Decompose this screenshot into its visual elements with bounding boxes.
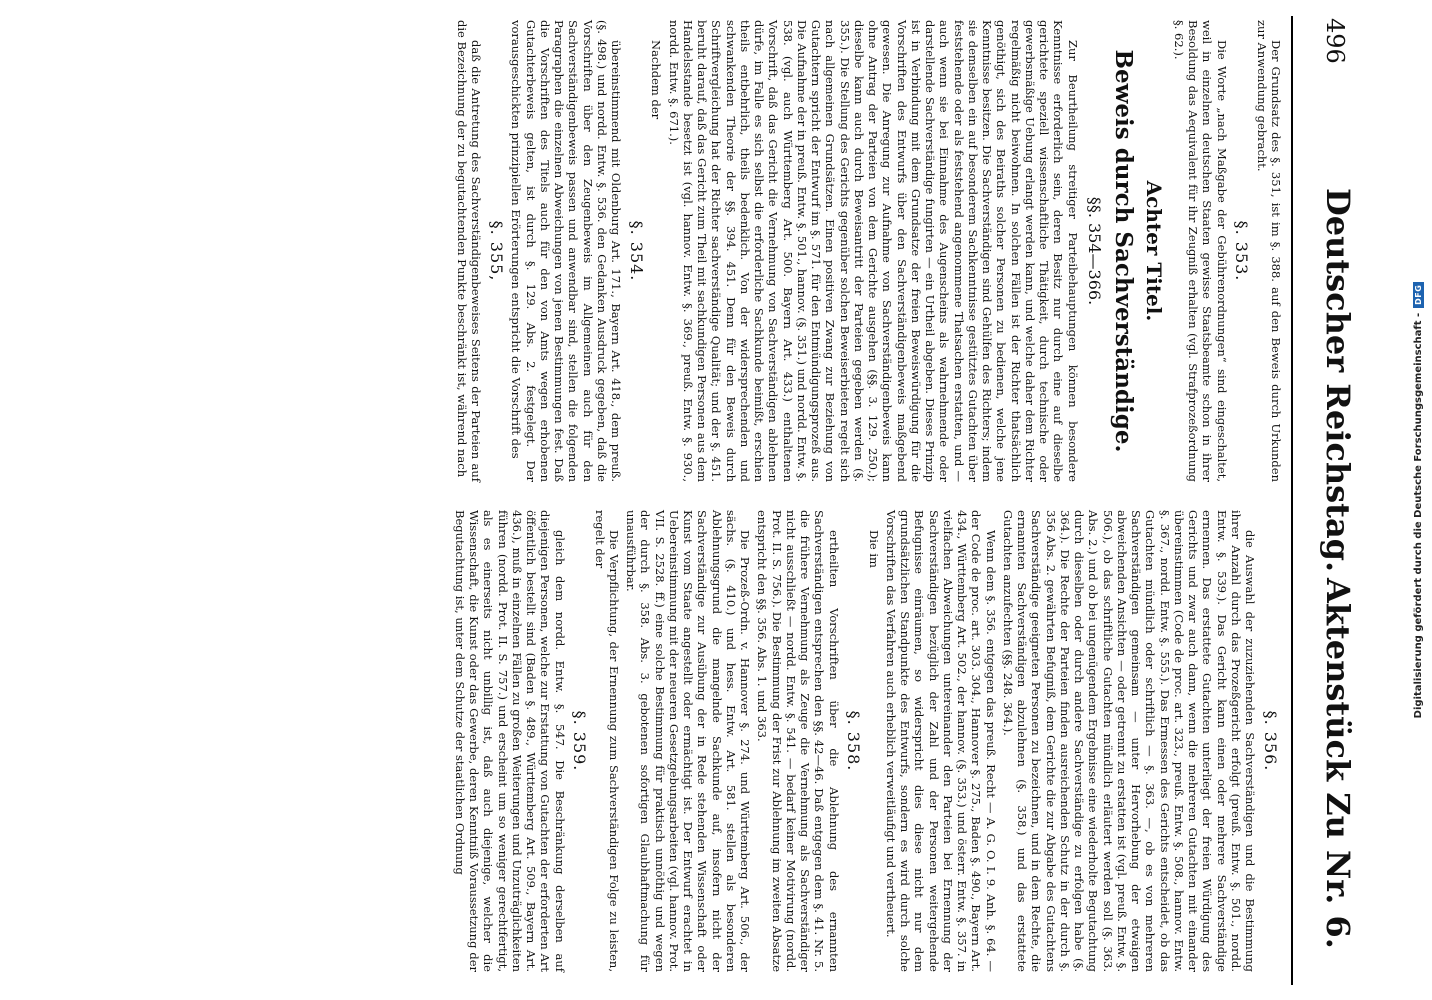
paragraph: Wenn dem §. 356. entgegen das preuß. Recht — A. G. O. I. 9. Anh. §. 64. — der Code de proc. art. 303. 304., Hannover §. 275., Baden §. 490., Bayern Art. 434., Württemberg Art. 502., der hannov. (§. 353.) und österr. Entw. §. 357. in vielfachen Abweichungen untereinander den Parteien bei Ernennung der Sachverständigen bezüglich der Zahl und der Personen weitergehende Befugnisse einräumen, so widerspricht dies diese nicht nur dem grundsätzlichen Standpunkte des Entwurfs, sondern es wird durch solche Vorschriften das Verfahren auch erheblich verweitläufigt und vertheuert. [883, 510, 998, 972]
paragraph: daß die Antretung des Sachverständigenbeweises Seitens der Parteien auf die Bezeichnung der zu begutachtenden Punkte beschränkt ist, während nach [455, 20, 484, 482]
page-number: 496 [1321, 18, 1349, 64]
paragraph: Die Prozeß-Ordn. v. Hannover §. 274. und Württemberg Art. 506., der sächs. (§. 410.) und hess. Entw. Art. 581. stellen als besonderen Ablehnungsgrund die mangelnde Sachkunde auf, insofern nicht der Sachverständige zur Ausübung der in Rede stehenden Wissenschaft oder Kunst vom Staate angestellt oder ermächtigt ist. Der Entwurf erachtet in Uebereinstimmung mit der neueren Gesetzgebungsarbeiten (vgl. hannov. Prot. VII. S. 2528. ff.) eine solche Bestimmung für praktisch unnöthig und wegen der durch §. 358. Abs. 3. gebotenen sofortigen Glaubhaftmachung für unausführbar. [624, 510, 753, 972]
digitization-footer [1408, 284, 1428, 719]
header-rule [1291, 16, 1293, 985]
chapter-title: Achter Titel. [1141, 180, 1166, 322]
dfg-logo-icon: DFG [1413, 282, 1424, 308]
paragraph: Die im [866, 530, 881, 568]
paragraph: Die Verpflichtung, der Ernennung zum Sachverständigen Folge zu leisten, regelt der [592, 510, 621, 972]
section-number: §. 354. [627, 220, 647, 282]
right-column [450, 510, 1283, 972]
running-head-title: Deutscher Reichstag. [1319, 188, 1357, 573]
paragraph: ertheilten Vorschriften über die Ablehnung des ernannten Sachverständigen entsprechen den §§. 42—46. Daß entgegen dem §. 41. Nr. 5. die frühere Vernehmung als Zeuge die Vernehmung als Sachverständiger nicht ausschließt — nordd. Entw. §. 541. — bedarf keiner Motivirung (nordd. Prot. II. S. 756.). Die Bestimmung der Frist zur Ablehnung im zweiten Absatze entspricht den §§. 356. Abs. 1. und 363. [755, 510, 841, 972]
footer-credit: Digitalisierung gefördert durch die Deutsche Forschungsgemeinschaft - [1412, 312, 1424, 719]
paragraph: Die Worte „nach Maßgabe der Gebührenordnungen“ sind eingeschaltet, weil in einzelnen deutschen Staaten gewisse Staatsbeamte schon in ihrer Besoldung das Aequivalent für ihr Zeugniß erhalten (vgl. Strafprozeßordnung §. 62.). [1171, 20, 1229, 482]
paragraph: gleich dem nordd. Entw. §. 547. Die Beschränkung derselben auf diejenigen Personen, welche zur Erstattung von Gutachten der erforderten Art öffentlich bestellt sind (Baden §. 489., Württemberg Art. 509., Bayern Art. 436.), muß in einzelnen Fällen zu großen Weiterungen und Unzuträglichkeiten führen (nordd. Prot. II. S. 757.) und erscheint um so weniger gerechtfertigt, als es einerseits nicht unbillig ist, daß auch diejenige, welcher die Wissenschaft, die Kunst oder das Gewerbe, deren Kenntniß Voraussetzung der Begutachtung ist, unter dem Schutze der staatlichen Ordnung [452, 510, 567, 972]
running-head-reference: Aktenstück Zu Nr. 6. [1319, 578, 1357, 949]
section-number: §. 356. [1261, 710, 1280, 772]
chapter-subtitle: Beweis durch Sachverständige. [1109, 49, 1137, 453]
paragraph: Der Grundsatz des §. 351, ist im §. 388. auf den Beweis durch Urkunden zur Anwendung gebracht. [1254, 20, 1283, 482]
paragraph: die Auswahl der zuzuziehenden Sachverständigen und die Bestimmung ihrer Anzahl durch das Prozeßgericht erfolgt (preuß. Entw. §. 501., nordd. Entw. §. 539.). Das Gericht kann einen oder mehrere Sachverständige ernennen. Das erstattete Gutachten unterliegt der freien Würdigung des Gerichts und zwar auch dann, wenn die mehreren Gutachten mit einander übereinstimmen (Code de proc. art. 323., preuß. Entw. §. 508., hannov. Entw. §. 367., nordd. Entw. §. 555.). Das Ermessen des Gerichts entscheidet, ob das Gutachten mündlich oder schriftlich — §. 363. —, ob es von mehreren Sachverständigen gemeinsam — unter Hervorhebung der etwaigen abweichenden Ansichten — oder getrennt zu erstatten ist (vgl. preuß. Entw. §. 506.), ob das schriftliche Gutachten mündlich erläutert werden soll (§. 363. Abs. 2.) und ob bei ungenügendem Ergebnisse eine wiederholte Begutachtung durch dieselben oder durch andere Sachverständige zu erfolgen habe (§. 364.). Die Rechte der Parteien finden ausreichenden Schutz in der durch §. 356 Abs. 2. gewährten Befugniß, dem Gerichte die zur Abgabe des Gutachtens Sachverständige geeigneten Personen zu bezeichnen, und in dem Rechte, die ernannten Sachverständigen abzulehnen (§. 358.) und das erstattete Gutachten anzufechten (§§. 248. 364.). [1000, 510, 1258, 972]
rotated-page [15, 8, 1375, 993]
left-column [452, 20, 1283, 482]
section-number: §. 358. [844, 710, 864, 772]
paragraph: Zur Beurtheilung streitiger Parteibehauptungen können besondere Kenntnisse erforderlich sein, deren Besitz nur durch eine auf dieselbe gerichtete speziell wissenschaftliche Thätigkeit, durch technische oder gewerbsmäßige Uebung erlangt werden kann, und welche daher dem Richter regelmäßig nicht beiwohnen. In solchen Fällen ist der Richter thatsächlich genöthigt, sich des Beiraths solcher Personen zu bedienen, welche jene Kenntnisse besitzen. Die Sachverständigen sind Gehülfen des Richters; indem sie demselben ein auf besonderem Sachkenntnisse gestütztes Gutachten über feststehende oder als feststehend angenommene Thatsachen erstatten, und — auch wenn sie bei Einnahme des Augenscheins als wahrnehmende oder darstellende Sachverständige fungirten — ein Urtheil abgeben. Dieses Prinzip ist in Verbindung mit dem Grundsatze der freien Beweiswürdigung für die Vorschriften des Entwurfs über den Sachverständigenbeweis maßgebend gewesen. Die Anregung zur Aufnahme von Sachverständigenbeweis kann ohne Antrag der Parteien von dem Gerichte ausgehen (§§. 3. 129. 250.); dieselbe kann auch durch Beweisantritt der Parteien gegeben werden (§. 355.). Die Stellung des Gerichts gegenüber solchen Beweiserbieten regelt sich nach allgemeinen Grundsätzen. Einen positiven Zwang zur Beziehung von Gutachtern spricht der Entwurf im §. 571. für den Entmündigungsprozeß aus. Die Aufnahme der in preuß. Entw. §. 501., hannov. (§. 351.) und nordd. Entw. §. 538. (vgl. auch Württemberg Art. 500. Bayern Art. 433.) enthaltenen Vorschrift, daß das Gericht die Vernehmung von Sachverständigen ablehnen dürfe, im Falle es sich selbst die erforderliche Sachkunde beimißt, erschien theils entbehrlich, theils bedenklich. Von der widersprechenden und schwankenden Theorie der §§. 394. 451. Denn für den Beweis durch Schriftvergleichung hat der Richter sachverständige Qualität; und der §. 451. beruht darauf, daß das Gericht zum Theil mit sachkundigen Personen aus dem Handelsstande besetzt ist (vgl. hannov. Entw. §. 369., preuß. Entw. §. 930., nordd. Entw. §. 671.). [666, 20, 1080, 482]
paragraph: Nachdem der [649, 40, 664, 120]
section-number: §. 353. [1232, 220, 1252, 282]
section-number: §. 355, [487, 220, 507, 282]
section-range: §§. 354—366. [1085, 196, 1105, 306]
paragraph: übereinstimmend mit Oldenburg Art. 171., Bayern Art. 418., dem preuß. (§. 498.) und nordd. Entw. §. 536. den Gedanken Ausdruck gegeben, daß die Vorschriften über den Zeugenbeweis im Allgemeinen auch für den Sachverständigenbeweis passen und anwendbar sind, stellen die folgenden Paragraphen die einzelnen Abweichungen von jenen Bestimmungen fest. Daß die Vorschriften des Titels auch für den von Amts wegen erhobenen Gutachterbeweis gelten, ist durch §. 129. Abs. 2. festgelegt. Der vorausgeschickten prinzipiellen Erörterungen entspricht die Vorschrift des [509, 20, 624, 482]
section-number: §. 359. [570, 710, 590, 772]
